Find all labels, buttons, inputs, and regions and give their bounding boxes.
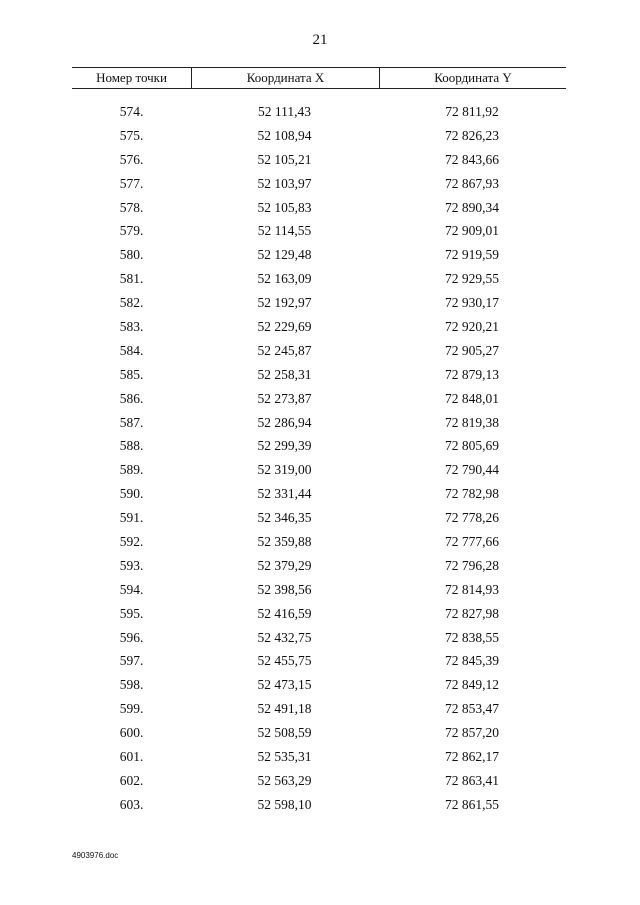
point-number-cell: 585. [119, 366, 144, 382]
coordinate-x-cell: 52 103,97 [257, 175, 312, 191]
coordinate-y-cell: 72 849,12 [445, 677, 499, 693]
coordinate-x-cell: 52 508,59 [257, 725, 312, 741]
coordinate-x-cell: 52 535,31 [257, 748, 312, 764]
point-number-cell: 594. [119, 581, 144, 597]
table-row [72, 243, 566, 267]
table-row [72, 100, 566, 124]
coordinate-y-cell: 72 930,17 [445, 295, 499, 311]
table-row [72, 602, 566, 626]
coordinate-y-cell: 72 863,41 [445, 772, 499, 788]
point-number-cell: 582. [119, 295, 144, 311]
point-number-cell: 577. [119, 175, 144, 191]
coordinate-x-cell: 52 331,44 [257, 486, 312, 502]
coordinate-y-cell: 72 920,21 [445, 318, 499, 334]
coordinate-x-cell: 52 598,10 [257, 796, 312, 812]
table-row [72, 291, 566, 315]
point-number-cell: 602. [119, 772, 144, 788]
point-number-cell: 574. [119, 103, 144, 119]
coordinate-y-cell: 72 853,47 [445, 701, 499, 717]
point-number-cell: 576. [119, 151, 144, 167]
point-number-cell: 595. [119, 605, 144, 621]
table-row [72, 387, 566, 411]
coordinate-y-cell: 72 909,01 [445, 223, 499, 239]
table-body [72, 100, 566, 817]
coordinate-y-cell: 72 843,66 [445, 151, 499, 167]
coordinate-y-cell: 72 879,13 [445, 366, 499, 382]
coordinate-y-cell: 72 905,27 [445, 342, 499, 358]
coordinate-x-cell: 52 229,69 [257, 318, 312, 334]
coordinate-y-cell: 72 861,55 [445, 796, 499, 812]
coordinate-y-cell: 72 811,92 [445, 103, 499, 119]
point-number-cell: 579. [119, 223, 144, 239]
coordinate-x-cell: 52 286,94 [257, 414, 312, 430]
coordinate-x-cell: 52 129,48 [257, 247, 312, 263]
header-coordinate-y: Координата Y [434, 70, 512, 85]
coordinate-y-cell: 72 867,93 [445, 175, 499, 191]
coordinate-y-cell: 72 845,39 [445, 653, 499, 669]
header-point-number: Номер точки [96, 70, 167, 85]
point-number-cell: 575. [119, 127, 144, 143]
coordinate-x-cell: 52 359,88 [257, 533, 312, 549]
coordinate-y-cell: 72 857,20 [445, 725, 499, 741]
table-row [72, 172, 566, 196]
table-row [72, 363, 566, 387]
table-row [72, 793, 566, 817]
coordinate-y-cell: 72 862,17 [445, 748, 499, 764]
coordinate-y-cell: 72 796,28 [445, 557, 499, 573]
coordinate-y-cell: 72 819,38 [445, 414, 499, 430]
point-number-cell: 599. [119, 701, 144, 717]
point-number-cell: 600. [119, 725, 144, 741]
table-row [72, 458, 566, 482]
table-row [72, 434, 566, 458]
coordinate-x-cell: 52 108,94 [257, 127, 312, 143]
coordinate-x-cell: 52 273,87 [257, 390, 312, 406]
point-number-cell: 588. [119, 438, 144, 454]
coordinate-x-cell: 52 346,35 [257, 510, 312, 526]
coordinate-x-cell: 52 473,15 [257, 677, 312, 693]
table-row [72, 506, 566, 530]
page-number: 21 [312, 32, 328, 48]
coordinate-x-cell: 52 105,21 [257, 151, 312, 167]
coordinate-y-cell: 72 838,55 [445, 629, 499, 645]
coordinate-x-cell: 52 105,83 [257, 199, 312, 215]
point-number-cell: 590. [119, 486, 144, 502]
coordinate-y-cell: 72 814,93 [445, 581, 499, 597]
coordinate-y-cell: 72 826,23 [445, 127, 499, 143]
table-row [72, 267, 566, 291]
table-row [72, 339, 566, 363]
coordinate-x-cell: 52 192,97 [257, 295, 312, 311]
coordinate-x-cell: 52 491,18 [257, 701, 312, 717]
coordinate-x-cell: 52 455,75 [257, 653, 312, 669]
point-number-cell: 578. [119, 199, 144, 215]
table-row [72, 721, 566, 745]
point-number-cell: 601. [119, 748, 144, 764]
table-row [72, 124, 566, 148]
point-number-cell: 580. [119, 247, 144, 263]
coordinate-x-cell: 52 299,39 [257, 438, 312, 454]
table-row [72, 530, 566, 554]
coordinate-y-cell: 72 790,44 [445, 462, 499, 478]
table-row [72, 578, 566, 602]
point-number-cell: 591. [119, 510, 144, 526]
coordinate-x-cell: 52 432,75 [257, 629, 312, 645]
point-number-cell: 586. [119, 390, 144, 406]
coordinate-y-cell: 72 827,98 [445, 605, 499, 621]
coordinate-x-cell: 52 379,29 [257, 557, 312, 573]
coordinate-y-cell: 72 777,66 [445, 533, 499, 549]
table-row [72, 482, 566, 506]
table-row [72, 219, 566, 243]
coordinate-x-cell: 52 398,56 [257, 581, 312, 597]
point-number-cell: 597. [119, 653, 144, 669]
table-row [72, 745, 566, 769]
point-number-cell: 603. [119, 796, 144, 812]
coordinate-y-cell: 72 782,98 [445, 486, 499, 502]
coordinate-y-cell: 72 929,55 [445, 271, 499, 287]
coordinate-y-cell: 72 919,59 [445, 247, 499, 263]
table-row [72, 673, 566, 697]
coordinate-x-cell: 52 563,29 [257, 772, 312, 788]
coordinate-y-cell: 72 848,01 [445, 390, 499, 406]
footer-filename: 4903976.doc [72, 851, 119, 860]
point-number-cell: 589. [119, 462, 144, 478]
table-row [72, 554, 566, 578]
table-row [72, 697, 566, 721]
table-row [72, 649, 566, 673]
table-row [72, 769, 566, 793]
coordinate-y-cell: 72 778,26 [445, 510, 499, 526]
table-row [72, 315, 566, 339]
coordinate-x-cell: 52 319,00 [257, 462, 312, 478]
coordinate-x-cell: 52 245,87 [257, 342, 312, 358]
point-number-cell: 587. [119, 414, 144, 430]
point-number-cell: 598. [119, 677, 144, 693]
coordinate-x-cell: 52 111,43 [258, 103, 311, 119]
point-number-cell: 596. [119, 629, 144, 645]
coordinate-x-cell: 52 114,55 [257, 223, 312, 239]
table-row [72, 148, 566, 172]
point-number-cell: 583. [119, 318, 144, 334]
point-number-cell: 592. [119, 533, 144, 549]
coordinate-x-cell: 52 258,31 [257, 366, 312, 382]
header-coordinate-x: Координата X [191, 68, 380, 88]
coordinate-y-cell: 72 805,69 [445, 438, 499, 454]
table-row [72, 626, 566, 650]
point-number-cell: 581. [119, 271, 144, 287]
table-header [72, 67, 566, 89]
coordinate-x-cell: 52 416,59 [257, 605, 312, 621]
table-row [72, 411, 566, 435]
point-number-cell: 584. [119, 342, 144, 358]
coordinate-y-cell: 72 890,34 [445, 199, 499, 215]
table-row [72, 196, 566, 220]
coordinate-x-cell: 52 163,09 [257, 271, 312, 287]
point-number-cell: 593. [119, 557, 144, 573]
